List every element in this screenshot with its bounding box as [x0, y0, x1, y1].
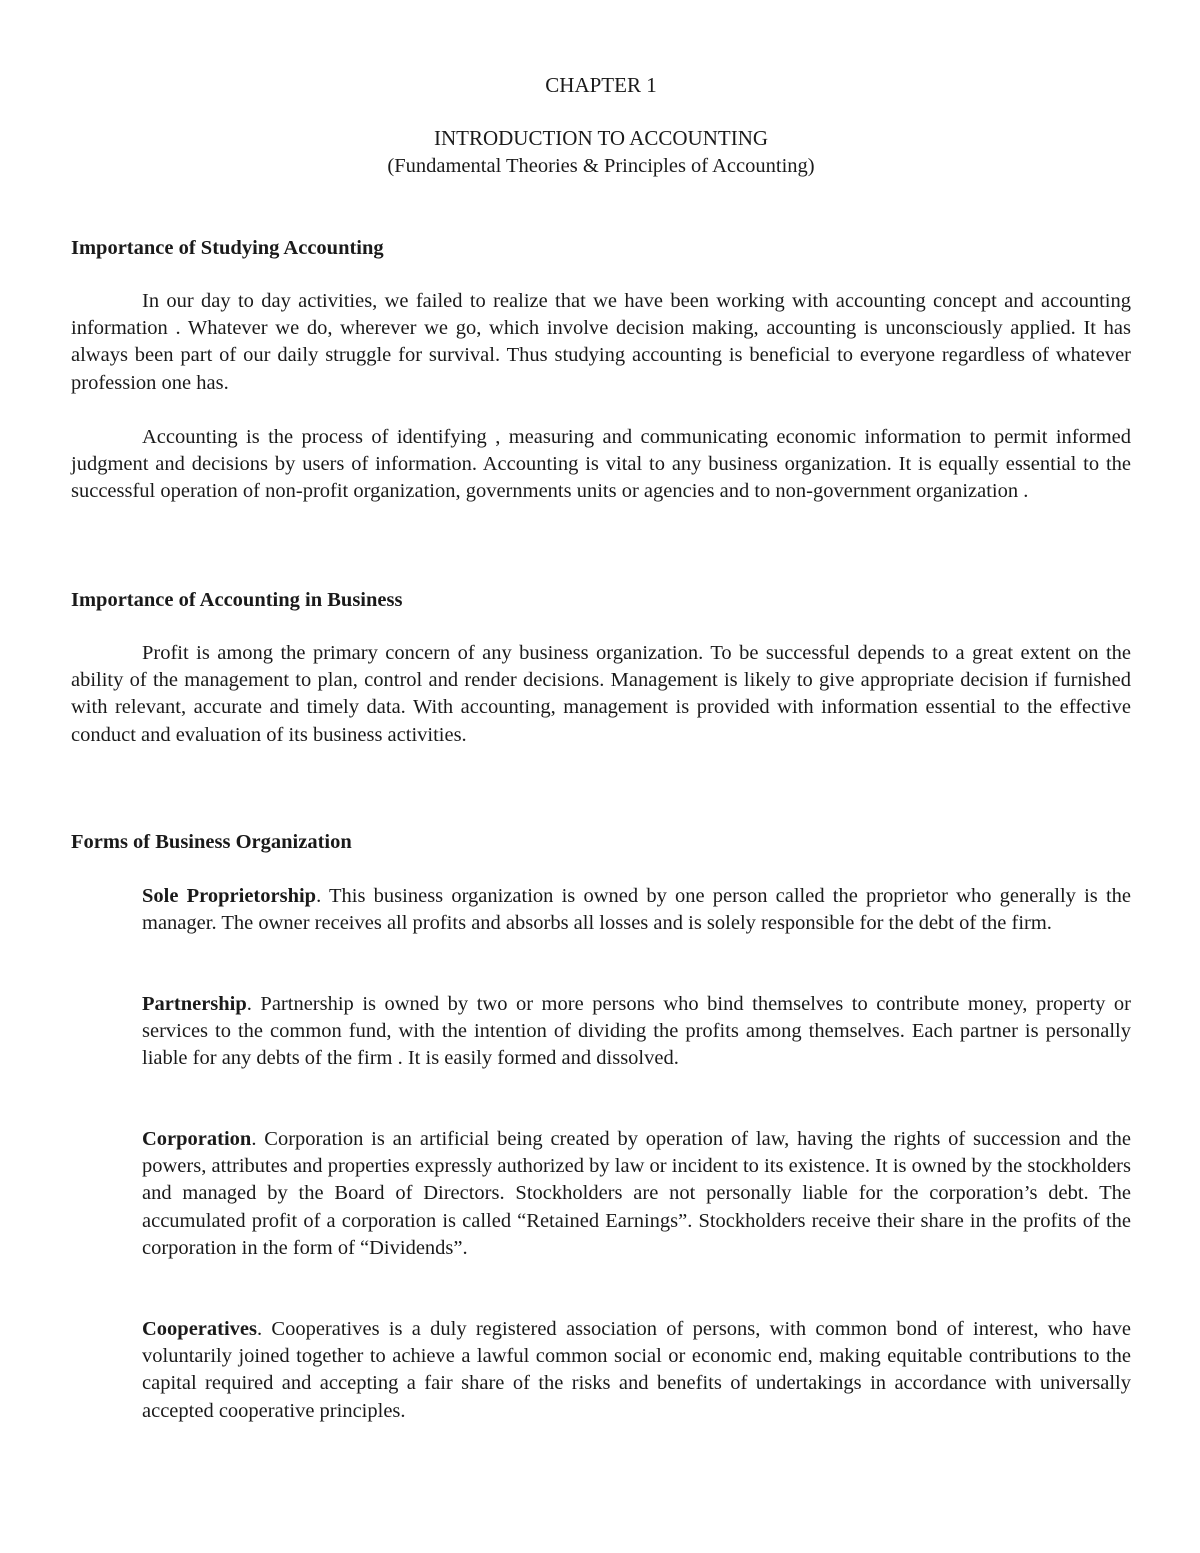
term-definition: . Cooperatives is a duly registered association of persons, with common bond of interest, who have voluntarily joined together to achieve a lawful common social or economic end, making equitable contributions to the capital required and accepting a fair share of the risks and benefits of undertakings in accordance with universally accepted cooperative principles.: [142, 1318, 1131, 1422]
chapter-subtitle: (Fundamental Theories & Principles of Accounting): [387, 155, 815, 177]
form-sole-proprietorship: [142, 883, 1131, 937]
chapter-title: INTRODUCTION TO ACCOUNTING: [433, 126, 769, 150]
section-heading-studying-accounting: Importance of Studying Accounting: [71, 237, 384, 259]
paragraph-text: Profit is among the primary concern of any business organization. To be successful depends to a great extent on the ability of the management to plan, control and render decisions. Management is likely to give appropriate decision if furnished with relevant, accurate and timely data. With accounting, management is provided with information essential to the effective conduct and evaluation of its business activities.: [71, 642, 1131, 746]
term-label: Sole Proprietorship: [142, 885, 317, 907]
chapter-label: CHAPTER 1: [545, 73, 657, 97]
form-partnership: [142, 991, 1131, 1073]
section-heading-forms-of-business: Forms of Business Organization: [71, 831, 352, 853]
paragraph-text: In our day to day activities, we failed to realize that we have been working with accounting concept and accounting information . Whatever we do, wherever we go, which involve decision making, accounting is unconsciously applied. It has always been part of our daily struggle for survival. Thus studying accounting is beneficial to everyone regardless of whatever profession one has.: [71, 290, 1131, 394]
paragraph-day-to-day: [71, 288, 1131, 397]
section-heading-accounting-in-business: Importance of Accounting in Business: [71, 589, 403, 611]
term-label: Partnership: [142, 993, 247, 1015]
form-corporation: [142, 1126, 1131, 1262]
paragraph-profit: [71, 640, 1131, 749]
paragraph-text: Accounting is the process of identifying , measuring and communicating economic information to permit informed judgment and decisions by users of information. Accounting is vital to any business organization. It is equally essential to the successful operation of non-profit organization, governments units or agencies and to non-government organization .: [71, 426, 1131, 503]
term-label: Cooperatives: [142, 1318, 258, 1340]
term-definition: . Corporation is an artificial being created by operation of law, having the rights of succession and the powers, attributes and properties expressly authorized by law or incident to its existence. It is owned by the stockholders and managed by the Board of Directors. Stockholders are not personally liable for the corporation’s debt. The accumulated profit of a corporation is called “Retained Earnings”. Stockholders receive their share in the profits of the corporation in the form of “Dividends”.: [142, 1128, 1131, 1259]
form-cooperatives: [142, 1316, 1131, 1425]
term-definition: . This business organization is owned by one person called the proprietor who generally is the manager. The owner receives all profits and absorbs all losses and is solely responsible for the debt of the firm.: [142, 885, 1131, 935]
paragraph-accounting-definition: [71, 424, 1131, 506]
term-definition: . Partnership is owned by two or more persons who bind themselves to contribute money, property or services to the common fund, with the intention of dividing the profits among themselves. Each partner is personally liable for any debts of the firm . It is easily formed and dissolved.: [142, 993, 1131, 1070]
term-label: Corporation: [142, 1128, 252, 1150]
